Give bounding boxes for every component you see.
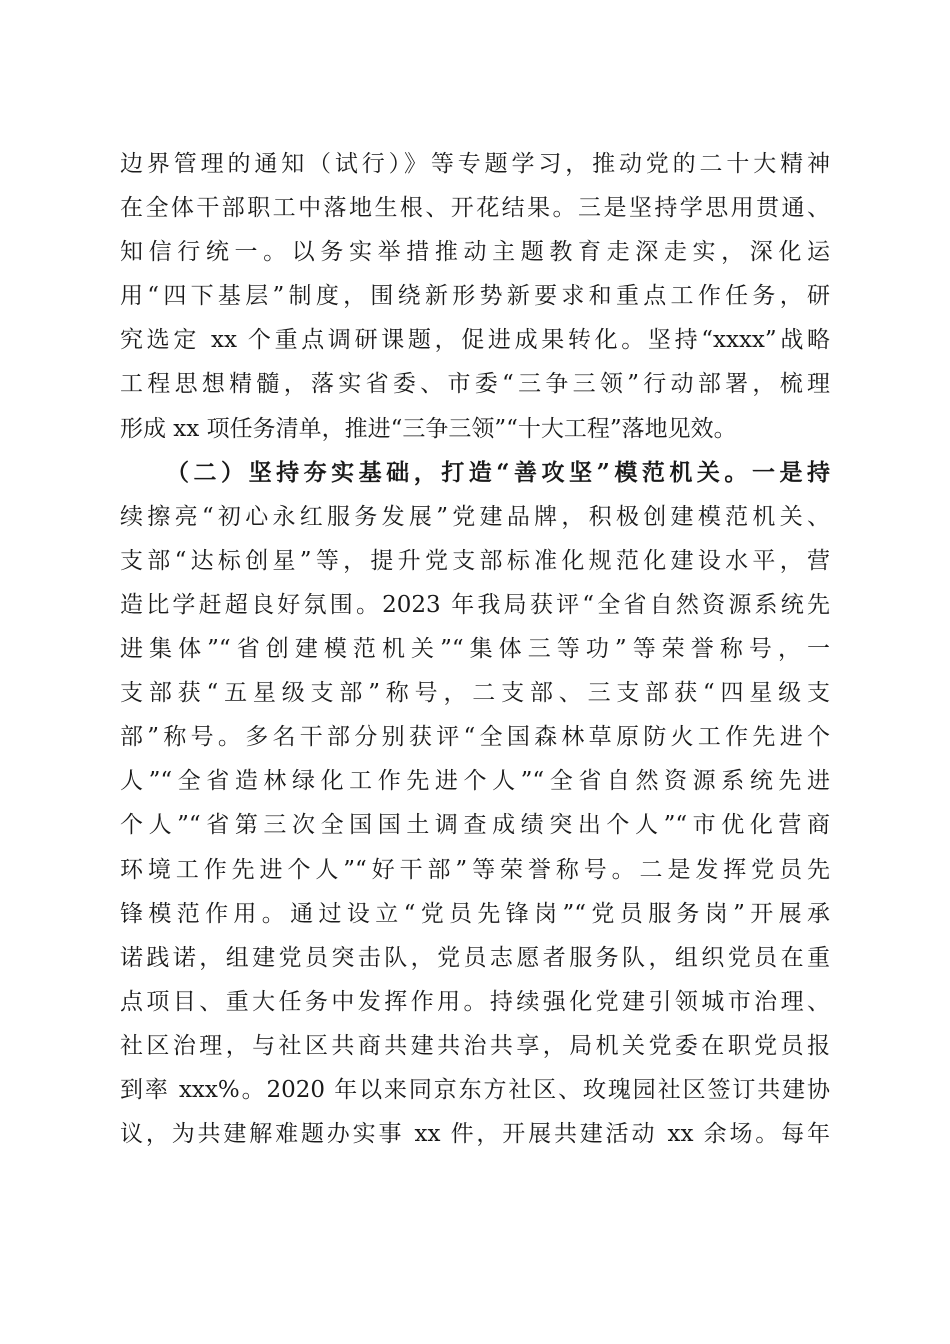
text-line: 知信行统一。以务实举措推动主题教育走深走实，深化运 [120, 239, 830, 266]
text-line: 在全体干部职工中落地生根、开花结果。三是坚持学思用贯通、 [120, 195, 830, 222]
text-line: 用“四下基层”制度，围绕新形势新要求和重点工作任务，研 [120, 283, 830, 310]
text-line: 进集体”“省创建模范机关”“集体三等功”等荣誉称号，一 [120, 636, 830, 663]
section-heading-line: （二）坚持夯实基础，打造“善攻坚”模范机关。一是持 [166, 458, 830, 486]
text-line: 诺践诺，组建党员突击队，党员志愿者服务队，组织党员在重 [120, 944, 830, 971]
text-line: 锋模范作用。通过设立“党员先锋岗”“党员服务岗”开展承 [120, 900, 830, 927]
text-line: 边界管理的通知（试行）》等专题学习，推动党的二十大精神 [120, 151, 830, 177]
text-line: 形成 xx 项任务清单，推进“三争三领”“十大工程”落地见效。 [120, 415, 737, 442]
text-line: 支部获“五星级支部”称号，二支部、三支部获“四星级支 [120, 680, 830, 707]
text-line: 造比学赶超良好氛围。2023 年我局获评“全省自然资源系统先 [120, 591, 830, 618]
text-line: 点项目、重大任务中发挥作用。持续强化党建引领城市治理、 [120, 988, 830, 1015]
text-line: 部”称号。多名干部分别获评“全国森林草原防火工作先进个 [120, 724, 830, 751]
text-line: 议，为共建解难题办实事 xx 件，开展共建活动 xx 余场。每年 [120, 1121, 830, 1148]
text-line: 社区治理，与社区共商共建共治共享，局机关党委在职党员报 [120, 1032, 830, 1059]
text-line: 环境工作先进个人”“好干部”等荣誉称号。二是发挥党员先 [120, 856, 830, 883]
text-line: 究选定 xx 个重点调研课题，促进成果转化。坚持“xxxx”战略 [120, 327, 830, 354]
text-line: 工程思想精髓，落实省委、市委“三争三领”行动部署，梳理 [120, 371, 830, 398]
text-line: 到率 xxx%。2020 年以来同京东方社区、玫瑰园社区签订共建协 [120, 1076, 830, 1103]
body-text [120, 142, 830, 1156]
text-line: 人”“全省造林绿化工作先进个人”“全省自然资源系统先进 [120, 768, 830, 795]
text-line: 支部“达标创星”等，提升党支部标准化规范化建设水平，营 [120, 547, 830, 574]
text-line: 个人”“省第三次全国国土调查成绩突出个人”“市优化营商 [120, 812, 830, 839]
text-line: 续擦亮“初心永红服务发展”党建品牌，积极创建模范机关、 [120, 503, 830, 530]
